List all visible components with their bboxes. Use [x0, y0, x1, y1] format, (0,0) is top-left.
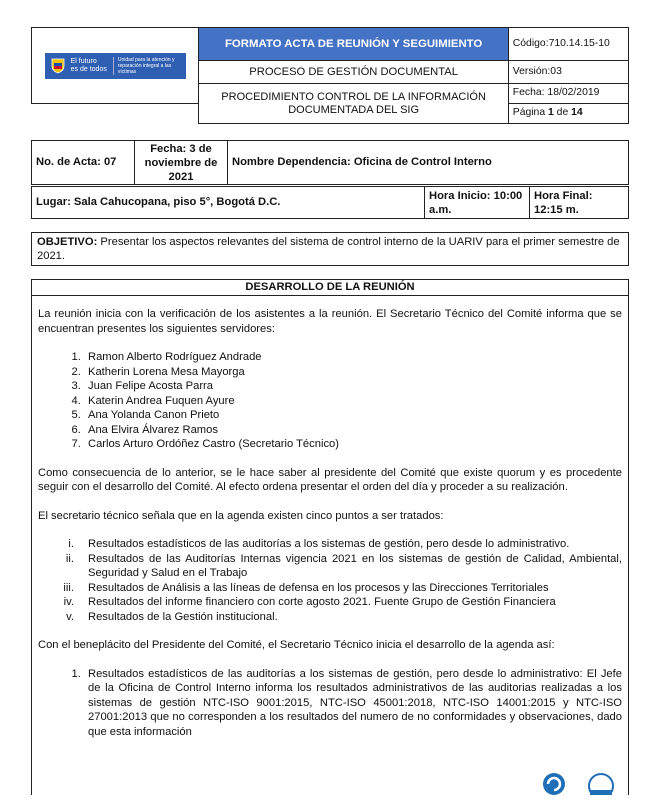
list-item: v. Resultados de la Gestión institucional. [66, 610, 278, 623]
intro-paragraph: La reunión inicia con la verificación de los asistentes a la reunión. El Secretario Técnico del Comité informa que se encuentran presentes los siguientes servidores: [38, 308, 622, 335]
objective-label: OBJETIVO: [37, 235, 98, 248]
agenda-list [38, 537, 622, 624]
quorum-paragraph: Como consecuencia de lo anterior, se le hace saber al presidente del Comité que existe quorum y es procedente seguir con el desarrollo del Comité. Al efecto ordena presentar el orden del día y proceder a su realización. [38, 466, 622, 493]
end-time: Hora Final: 12:15 m. [530, 187, 629, 219]
list-item: iv. Resultados del informe financiero con corte agosto 2021. Fuente Grupo de Gestión Financiera [63, 596, 556, 608]
development-heading: DESARROLLO DE LA REUNIÓN [32, 280, 629, 296]
beneplacito-paragraph: Con el beneplácito del Presidente del Comité, el Secretario Técnico inicia el desarrollo de la agenda así: [38, 639, 555, 651]
process-name: PROCESO DE GESTIÓN DOCUMENTAL [199, 61, 508, 84]
list-item: 7. Carlos Arturo Ordóñez Castro (Secretario Técnico) [84, 437, 622, 452]
objective-box [31, 232, 629, 266]
list-item: 6. Ana Elvira Álvarez Ramos [84, 423, 622, 438]
document-header [31, 27, 629, 124]
list-item: 1. Resultados estadísticos de las auditorías a los sistemas de gestión, pero desde lo administrativo: El Jefe de la Oficina de Control Interno informa los resultados administrativos de las auditorias realizadas a los sistemas de gestión NTC-ISO 9001:2015, NTC-ISO 45001:2018, NTC-ISO 14001:2015 y NTC-ISO 27001:2013 que no corresponden a los resultados del numero de no conformidades y observaciones, dado que esta información [84, 667, 622, 740]
objective-text: Presentar los aspectos relevantes del sistema de control interno de la UARIV para el primer semestre de 2021. [37, 235, 620, 262]
attendees-list [38, 350, 622, 452]
agenda-intro: El secretario técnico señala que en la agenda existen cinco puntos a ser tratados: [38, 509, 444, 522]
version: Versión:03 [508, 61, 628, 84]
meeting-place: Lugar: Sala Cahucopana, piso 5°, Bogotá D.C. [32, 187, 425, 219]
meeting-date: Fecha: 3 de noviembre de 2021 [135, 141, 228, 185]
list-item: 5. Ana Yolanda Canon Prieto [84, 408, 622, 423]
acta-number: No. de Acta: 07 [32, 141, 135, 185]
development-body [31, 295, 629, 795]
list-item: 4. Katerin Andrea Fuquen Ayure [84, 394, 622, 409]
list-item: 1. Ramon Alberto Rodríguez Andrade [84, 350, 622, 365]
development-points-list [38, 667, 622, 740]
logo-main-text: El futuro es de todos [70, 57, 107, 73]
colombia-shield-icon [51, 58, 65, 74]
logo-sub-text: Unidad para la atención y reparación integral a las víctimas [113, 57, 180, 75]
fecha-version: Fecha: 18/02/2019 [508, 84, 628, 104]
list-item: 2. Katherin Lorena Mesa Mayorga [84, 365, 622, 380]
list-item: i. Resultados estadísticos de las auditorías a los sistemas de gestión, pero desde lo administrativo. [68, 538, 570, 550]
location-info [31, 186, 629, 219]
list-item: ii. Resultados de las Auditorías Internas vigencia 2021 en los sistemas de gestión de Calidad, Ambiental, Seguridad y Salud en el Trabajo [65, 552, 622, 579]
list-item: 3. Juan Felipe Acosta Parra [84, 379, 622, 394]
page-number: Página 1 de 14 [508, 104, 628, 124]
certification-badge-icon [536, 768, 631, 795]
dependency-name: Nombre Dependencia: Oficina de Control Interno [228, 141, 629, 185]
form-title: FORMATO ACTA DE REUNIÓN Y SEGUIMIENTO [199, 28, 508, 61]
acta-info [31, 140, 629, 185]
list-item: iii. Resultados de Análisis a las líneas de defensa en los procesos y las Direcciones Territoriales [63, 581, 549, 594]
logo-cell [32, 28, 199, 104]
certification-logos [536, 768, 631, 795]
procedure-name: PROCEDIMIENTO CONTROL DE LA INFORMACIÓN DOCUMENTADA DEL SIG [199, 84, 508, 124]
development-section-header [31, 279, 629, 296]
institution-logo [45, 53, 186, 79]
codigo: Código:710.14.15-10 [508, 28, 628, 61]
start-time: Hora Inicio: 10:00 a.m. [425, 187, 530, 219]
